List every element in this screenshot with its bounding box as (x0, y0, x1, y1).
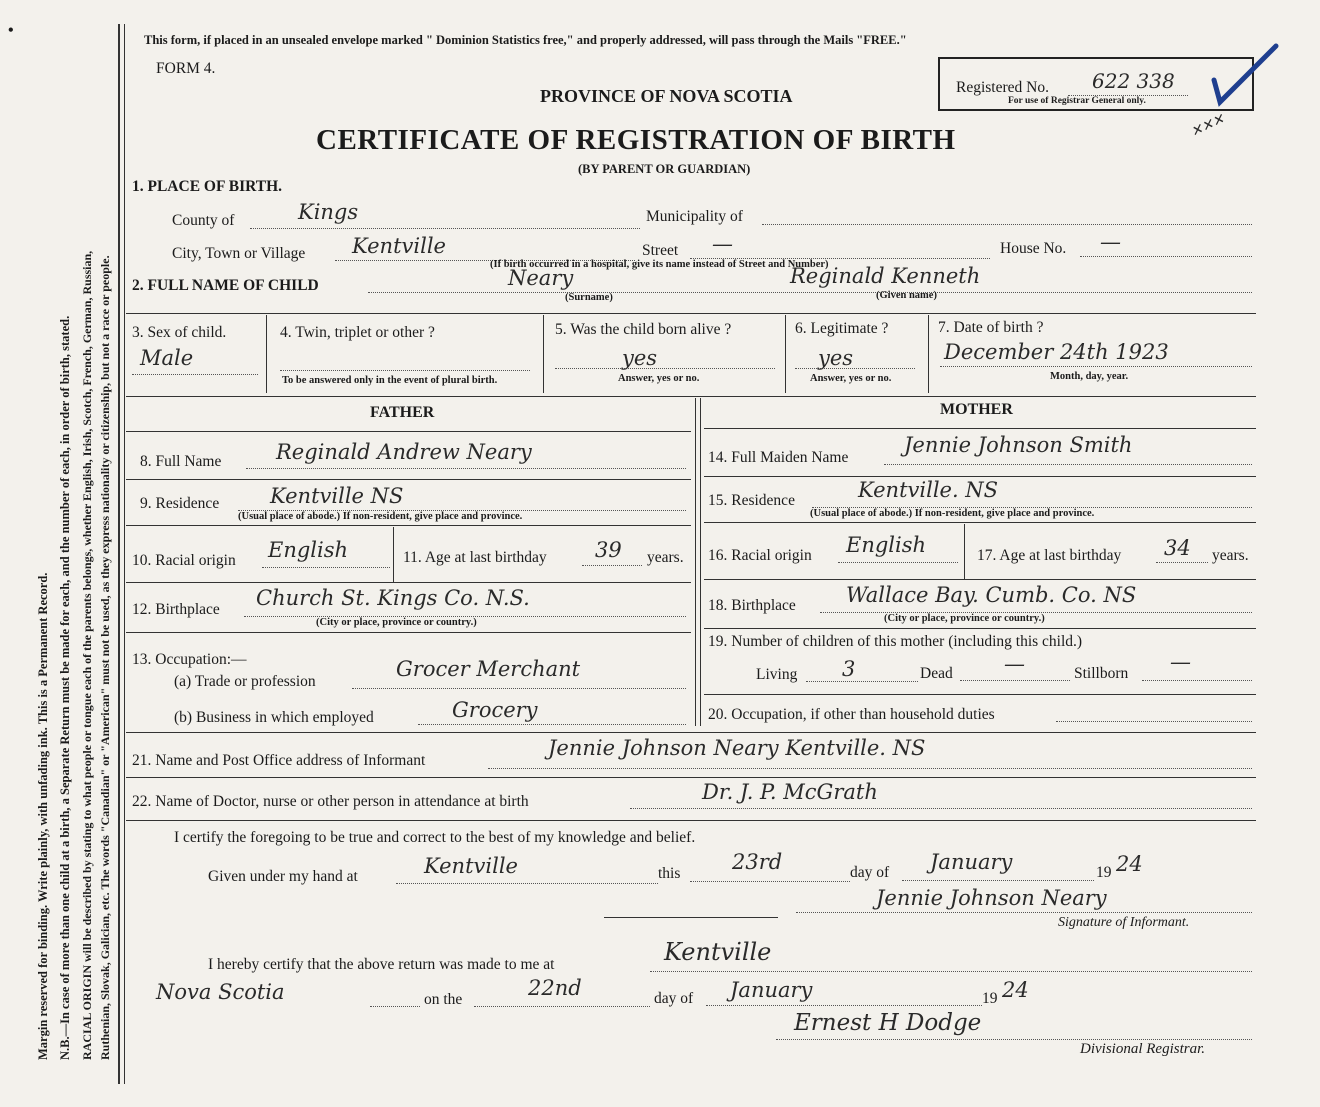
stillborn-label: Stillborn (1074, 665, 1129, 682)
mail-note: This form, if placed in an unsealed envelope marked " Dominion Statistics free," and properly addressed, will pass through the Mails "FREE." (144, 33, 907, 47)
registrar-month: January (730, 978, 813, 1002)
father-racial-value: English (268, 538, 349, 562)
house-label: House No. (1000, 240, 1067, 257)
registrar-year-prefix: 19 (982, 990, 998, 1007)
county-label: County of (172, 212, 235, 229)
mother-residence-label: 15. Residence (708, 492, 795, 509)
sex-label: 3. Sex of child. (132, 324, 227, 341)
stillborn-value: — (1170, 650, 1191, 674)
dead-value: — (1004, 652, 1025, 676)
given-month: January (930, 850, 1013, 874)
legitimate-caption: Answer, yes or no. (810, 373, 892, 384)
margin-note-nb: N.B.—In case of more than one child at a birth, a Separate Return must be made for each, and the number of each, in order of birth, stated. (58, 315, 72, 1060)
street-value: — (712, 232, 733, 256)
municipality-label: Municipality of (646, 208, 743, 225)
signature-caption: Signature of Informant. (1058, 915, 1190, 930)
mother-birthplace-label: 18. Birthplace (708, 597, 796, 614)
father-occupation-label: 13. Occupation:— (132, 651, 247, 668)
living-value: 3 (842, 657, 856, 681)
certificate-subtitle: (BY PARENT OR GUARDIAN) (578, 162, 751, 176)
on-the-label: on the (424, 991, 463, 1008)
registrar-statement: I hereby certify that the above return was made to me at (208, 956, 555, 973)
registrar-place: Kentville (664, 938, 772, 966)
mother-age-label: 17. Age at last birthday (977, 547, 1122, 564)
given-day: 23rd (732, 850, 783, 874)
informant-signature: Jennie Johnson Neary (876, 886, 1107, 910)
father-age-label: 11. Age at last birthday (403, 549, 547, 566)
informant-label: 21. Name and Post Office address of Informant (132, 752, 426, 769)
given-day-label: day of (850, 864, 890, 881)
margin-note-racial-1: RACIAL ORIGIN will be described by stating to what people or tongue each of the parents belongs, whether English, Irish, Scotch, French, German, Russian, (80, 250, 94, 1060)
mother-racial-value: English (846, 533, 927, 557)
child-surname: Neary (508, 266, 574, 290)
mother-occupation-label: 20. Occupation, if other than household duties (708, 706, 995, 723)
form-number: FORM 4. (156, 60, 216, 77)
sex-value: Male (140, 346, 194, 370)
child-name-label: 2. FULL NAME OF CHILD (132, 277, 319, 294)
dob-value: December 24th 1923 (944, 340, 1169, 364)
place-heading: 1. PLACE OF BIRTH. (132, 178, 283, 195)
registered-label: Registered No. (956, 79, 1049, 96)
given-year-prefix: 19 (1096, 864, 1112, 881)
registrar-year-suffix: 24 (1002, 978, 1029, 1002)
county-value: Kings (298, 200, 359, 224)
registrar-day: 22nd (528, 976, 582, 1000)
mother-racial-label: 16. Racial origin (708, 547, 812, 564)
registrar-signature: Ernest H Dodge (794, 1010, 982, 1036)
province-title: PROVINCE OF NOVA SCOTIA (540, 86, 793, 106)
mother-residence-caption: (Usual place of abode.) If non-resident, give place and province. (810, 508, 1095, 519)
margin-note-binding: Margin reserved for binding. Write plainly, with unfading ink. This is a Permanent Record. (36, 572, 50, 1060)
mother-age-value: 34 (1164, 536, 1191, 560)
father-birthplace-caption: (City or place, province or country.) (316, 617, 477, 628)
certification-statement: I certify the foregoing to be true and correct to the best of my knowledge and belief. (174, 829, 696, 846)
house-value: — (1100, 230, 1121, 254)
city-value: Kentville (352, 234, 446, 258)
father-residence-caption: (Usual place of abode.) If non-resident, give place and province. (238, 511, 523, 522)
mother-birthplace-value: Wallace Bay. Cumb. Co. NS (846, 583, 1137, 607)
twin-label: 4. Twin, triplet or other ? (280, 324, 435, 341)
check-mark-icon (1200, 40, 1280, 110)
given-year-suffix: 24 (1116, 852, 1143, 876)
father-trade-value: Grocer Merchant (396, 657, 581, 681)
certificate-title: CERTIFICATE OF REGISTRATION OF BIRTH (316, 124, 956, 156)
mother-children-label: 19. Number of children of this mother (including this child.) (708, 633, 1083, 650)
registrar-caption: Divisional Registrar. (1080, 1041, 1206, 1057)
father-name-label: 8. Full Name (140, 453, 222, 470)
mother-birthplace-caption: (City or place, province or country.) (884, 613, 1045, 624)
father-heading: FATHER (370, 404, 435, 421)
living-label: Living (756, 666, 798, 683)
mother-residence-value: Kentville. NS (858, 478, 999, 502)
father-residence-value: Kentville NS (270, 484, 404, 508)
father-name-value: Reginald Andrew Neary (276, 440, 532, 464)
dead-label: Dead (920, 665, 953, 682)
registrar-province: Nova Scotia (156, 980, 285, 1004)
surname-caption: (Surname) (565, 292, 613, 303)
dob-label: 7. Date of birth ? (938, 319, 1044, 336)
mother-name-value: Jennie Johnson Smith (904, 433, 1133, 457)
alive-label: 5. Was the child born alive ? (555, 321, 732, 338)
mother-heading: MOTHER (940, 401, 1013, 418)
registrar-day-label: day of (654, 990, 694, 1007)
alive-caption: Answer, yes or no. (618, 373, 700, 384)
stamp-mark: ✕✕✕ (1188, 111, 1227, 141)
father-birthplace-value: Church St. Kings Co. N.S. (256, 586, 530, 610)
twin-caption: To be answered only in the event of plural birth. (282, 375, 498, 386)
registrar-note: For use of Registrar General only. (1008, 96, 1146, 106)
legitimate-value: yes (818, 346, 854, 370)
father-business-label: (b) Business in which employed (174, 709, 374, 726)
this-label: this (658, 865, 681, 882)
margin-note-racial-2: Ruthenian, Slovak, Galician, etc. The words "Canadian" or "American" must not be used, as they express nationality or citizenship, but not a race or people. (98, 255, 112, 1060)
alive-value: yes (622, 346, 658, 370)
given-name-caption: (Given name) (876, 290, 937, 301)
doctor-label: 22. Name of Doctor, nurse or other person in attendance at birth (132, 793, 529, 810)
father-years: years. (647, 549, 684, 566)
mother-name-label: 14. Full Maiden Name (708, 449, 849, 466)
father-business-value: Grocery (452, 698, 538, 722)
given-label: Given under my hand at (208, 868, 358, 885)
father-racial-label: 10. Racial origin (132, 552, 236, 569)
doctor-value: Dr. J. P. McGrath (702, 780, 878, 804)
hospital-note: (If birth occurred in a hospital, give its name instead of Street and Number) (490, 259, 829, 270)
street-label: Street (642, 242, 679, 259)
father-age-value: 39 (595, 538, 622, 562)
legitimate-label: 6. Legitimate ? (795, 320, 889, 337)
city-label: City, Town or Village (172, 245, 306, 262)
father-birthplace-label: 12. Birthplace (132, 601, 220, 618)
registered-value: 622 338 (1092, 69, 1175, 93)
informant-value: Jennie Johnson Neary Kentville. NS (548, 736, 926, 760)
mother-years: years. (1212, 547, 1249, 564)
corner-mark: • (8, 22, 14, 39)
child-given-name: Reginald Kenneth (790, 264, 981, 288)
dob-caption: Month, day, year. (1050, 371, 1129, 382)
given-place: Kentville (424, 854, 518, 878)
father-trade-label: (a) Trade or profession (174, 673, 316, 690)
father-residence-label: 9. Residence (140, 495, 220, 512)
